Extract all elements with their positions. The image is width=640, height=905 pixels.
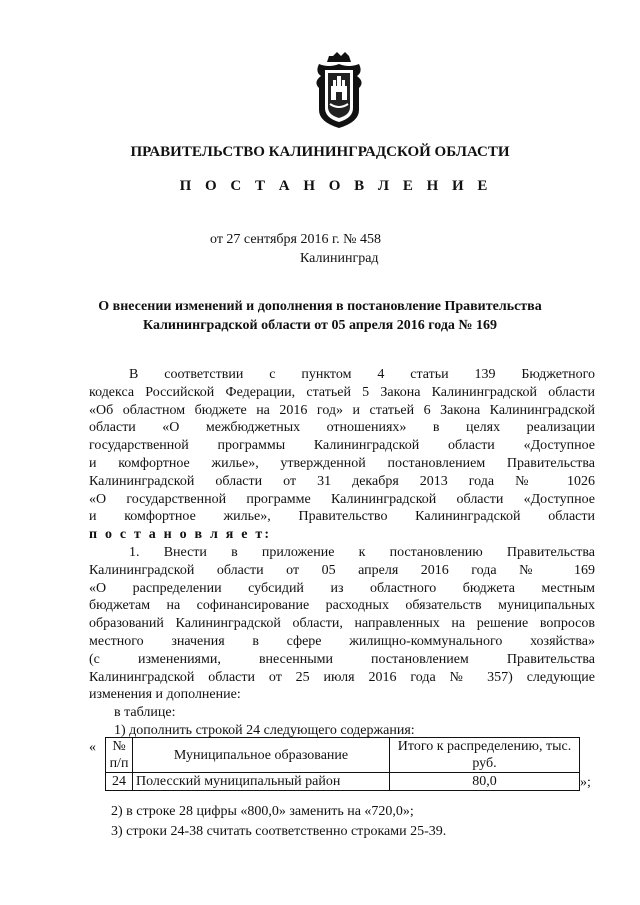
distribution-table bbox=[105, 737, 580, 791]
inserted-row-table-block bbox=[89, 737, 599, 797]
body-line: и комфортное жилье», Правительство Калининградской области bbox=[89, 509, 595, 525]
title-line: О внесении изменений и дополнения в постановление Правительства bbox=[98, 299, 542, 314]
body-line: изменения и дополнение: bbox=[89, 687, 241, 703]
body-line: «Об областном бюджете на 2016 год» и статьей 6 Закона Калининградской bbox=[89, 402, 595, 418]
row-total: 80,0 bbox=[390, 773, 580, 791]
body-line: образований Калининградской области, направленных на решение вопросов bbox=[89, 616, 595, 632]
body-line: (с изменениями, внесенными постановлением Правительства bbox=[89, 651, 595, 667]
document-date-number: от 27 сентября 2016 г. № 458 bbox=[210, 232, 381, 247]
table-header-row bbox=[106, 738, 580, 773]
list-item: 2) в строке 28 цифры «800,0» заменить на «720,0»; bbox=[111, 804, 414, 819]
body-line-resolves: п о с т а н о в л я е т: bbox=[89, 527, 272, 543]
body-line: В соответствии с пунктом 4 статьи 139 Бюджетного bbox=[129, 367, 595, 382]
body-line: и комфортное жилье», утвержденной постановлением Правительства bbox=[89, 455, 595, 471]
body-line: местного значения в сфере жилищно-коммунального хозяйства» bbox=[89, 633, 595, 649]
table-open-quote: « bbox=[89, 740, 96, 755]
header-num: № п/п bbox=[106, 738, 133, 773]
document-city: Калининград bbox=[300, 251, 379, 266]
document-body bbox=[89, 366, 595, 740]
body-line: в таблице: bbox=[114, 705, 176, 721]
body-line: кодекса Российской Федерации, статьей 5 Закона Калининградской области bbox=[89, 384, 595, 400]
body-line: «О распределении субсидий из областного бюджета местным bbox=[89, 580, 595, 596]
body-line: государственной программы Калининградской области «Доступное bbox=[89, 438, 595, 454]
header-total: Итого к распределению, тыс. руб. bbox=[390, 738, 580, 773]
list-item: 3) строки 24-38 считать соответственно строками 25-39. bbox=[111, 824, 447, 839]
body-line: «О государственной программе Калининградской области «Доступное bbox=[89, 491, 595, 507]
body-line: 1) дополнить строкой 24 следующего содержания: bbox=[114, 722, 415, 738]
government-name: ПРАВИТЕЛЬСТВО КАЛИНИНГРАДСКОЙ ОБЛАСТИ bbox=[130, 144, 510, 160]
coat-of-arms-icon bbox=[311, 52, 367, 128]
body-line: Калининградской области от 05 апреля 2016 года № 169 bbox=[89, 562, 595, 578]
body-line: Калининградской области от 25 июля 2016 года № 357) следующие bbox=[89, 669, 595, 685]
document-type: П О С Т А Н О В Л Е Н И Е bbox=[179, 178, 493, 194]
body-line: области «О межбюджетных отношениях» в целях реализации bbox=[89, 420, 595, 436]
table-close-quote: »; bbox=[580, 775, 591, 790]
document-title bbox=[0, 297, 640, 335]
table-row bbox=[106, 773, 580, 791]
body-line: Калининградской области от 31 декабря 2013 года № 1026 bbox=[89, 473, 595, 489]
title-line: Калининградской области от 05 апреля 2016 года № 169 bbox=[142, 318, 498, 333]
row-municipality: Полесский муниципальный район bbox=[133, 773, 390, 791]
header-municipality: Муниципальное образование bbox=[133, 738, 390, 773]
body-line: бюджетам на софинансирование расходных обязательств муниципальных bbox=[89, 598, 595, 614]
row-num: 24 bbox=[106, 773, 133, 791]
body-line: 1. Внести в приложение к постановлению Правительства bbox=[129, 544, 595, 560]
